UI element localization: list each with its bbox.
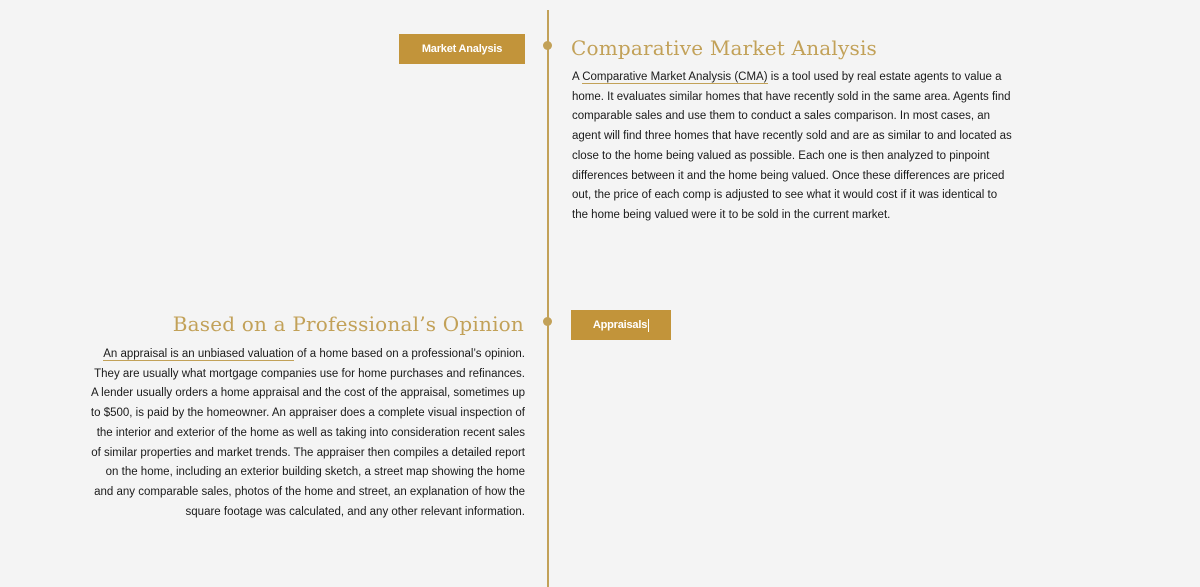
text-cursor [648,319,649,332]
appraisal-section-title: Based on a Professional’s Opinion [172,312,524,336]
appraisal-paragraph-body: of a home based on a professional’s opinion. They are usually what mortgage companies use for home purchases and refinances. A lender usually orders a home appraisal and the cost of the appraisal, sometimes up to $500, is paid by the homeowner. An appraiser does a complete visual inspection of the interior and exterior of the home as well as taking into consideration recent sales of similar properties and market trends. The appraiser then compiles a detailed report on the home, including an exterior building sketch, a street map showing the home and any comparable sales, photos of the home and street, an explanation of how the square footage was calculated, and any other relevant information. [90,348,525,518]
appraisal-paragraph [88,345,525,522]
cma-definition-link[interactable]: Comparative Market Analysis (CMA) [582,71,768,83]
cma-paragraph-body: is a tool used by real estate agents to value a home. It evaluates similar homes that have recently sold in the same area. Agents find comparable sales and use them to conduct a sales comparison. In most cases, an agent will find three homes that have recently sold and are as similar to and located as close to the home being valued as possible. Each one is then analyzed to pinpoint differences between it and the home being valued. Once these differences are priced out, the price of each comp is adjusted to see what it would cost if it was identical to the home being valued were it to be sold in the current market. [572,71,1012,221]
cma-paragraph [572,68,1012,226]
market-analysis-tag-button[interactable] [399,34,525,64]
market-analysis-tag-label: Market Analysis [421,43,503,55]
cma-section-title: Comparative Market Analysis [571,36,878,60]
appraisal-definition-link[interactable]: An appraisal is an unbiased valuation [103,348,294,360]
appraisals-tag-label: Appraisals [592,319,648,331]
timeline-line [547,10,549,587]
appraisals-tag-button[interactable] [571,310,671,340]
cma-paragraph-lead: A [572,71,583,83]
timeline-dot [543,317,552,326]
timeline-dot [543,41,552,50]
